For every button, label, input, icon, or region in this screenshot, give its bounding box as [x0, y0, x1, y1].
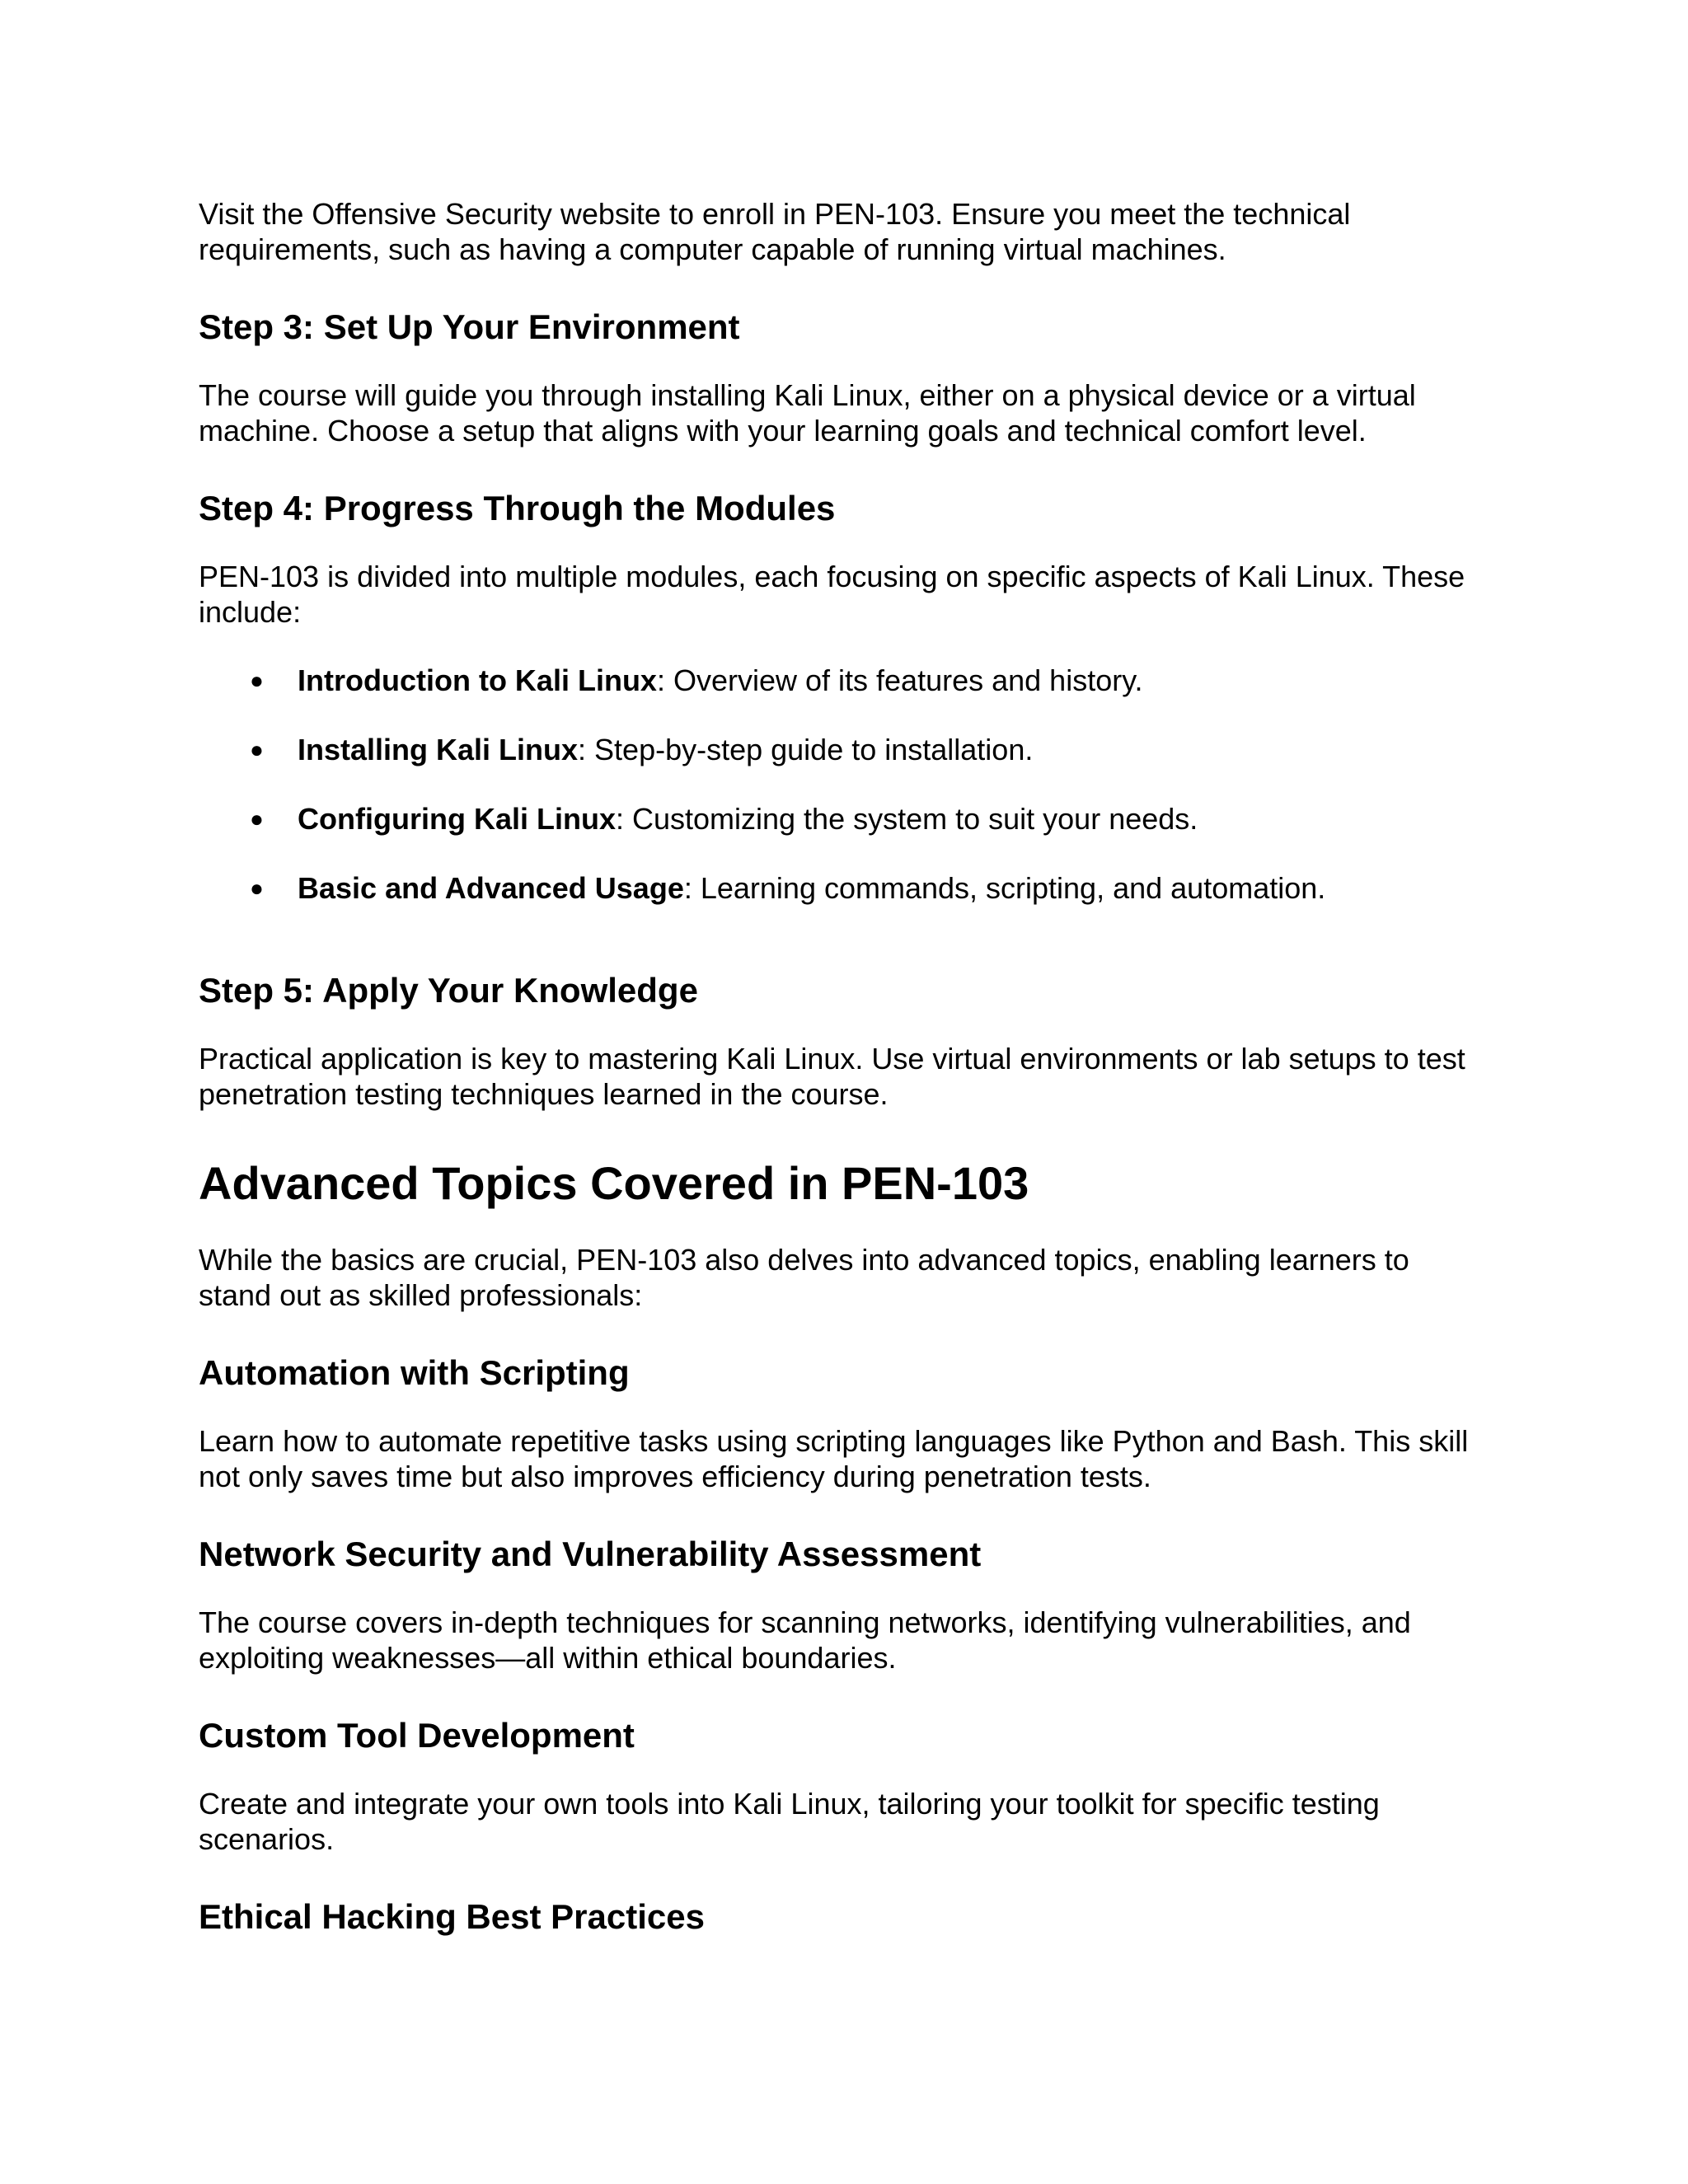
list-item	[199, 870, 1484, 906]
bullet-icon: ●	[250, 737, 264, 762]
intro-paragraph: Visit the Offensive Security website to enroll in PEN-103. Ensure you meet the technical requirements, such as having a computer capable of running virtual machines.	[199, 197, 1351, 266]
list-item-desc: : Customizing the system to suit your needs.	[615, 802, 1198, 836]
list-item	[199, 663, 1484, 698]
modules-list	[199, 663, 1484, 906]
advanced-topics-paragraph: While the basics are crucial, PEN-103 also delves into advanced topics, enabling learners to stand out as skilled professionals:	[199, 1243, 1409, 1312]
step5-heading: Step 5: Apply Your Knowledge	[199, 971, 698, 1010]
list-item-desc: : Step-by-step guide to installation.	[578, 733, 1034, 766]
step4-heading: Step 4: Progress Through the Modules	[199, 489, 836, 527]
list-item-desc: : Learning commands, scripting, and automation.	[683, 871, 1326, 905]
automation-heading: Automation with Scripting	[199, 1353, 630, 1392]
automation-paragraph: Learn how to automate repetitive tasks using scripting languages like Python and Bash. This skill not only saves time but also improves efficiency during penetration tests.	[199, 1424, 1469, 1493]
step3-paragraph: The course will guide you through installing Kali Linux, either on a physical device or a virtual machine. Choose a setup that aligns with your learning goals and technical comfort level.	[199, 378, 1416, 448]
list-item	[199, 732, 1484, 767]
custom-tools-heading: Custom Tool Development	[199, 1716, 635, 1755]
list-item-term: Installing Kali Linux	[298, 733, 579, 766]
bullet-icon: ●	[250, 668, 264, 693]
document-page	[199, 196, 1484, 1938]
step3-heading: Step 3: Set Up Your Environment	[199, 307, 740, 346]
list-item-term: Introduction to Kali Linux	[298, 663, 657, 697]
network-heading: Network Security and Vulnerability Assessment	[199, 1535, 982, 1573]
list-item-term: Configuring Kali Linux	[298, 802, 616, 836]
advanced-topics-heading: Advanced Topics Covered in PEN-103	[199, 1157, 1029, 1209]
ethical-hacking-heading: Ethical Hacking Best Practices	[199, 1897, 705, 1936]
bullet-icon: ●	[250, 875, 264, 901]
step4-paragraph: PEN-103 is divided into multiple modules, each focusing on specific aspects of Kali Linux. These include:	[199, 560, 1465, 629]
list-item-desc: : Overview of its features and history.	[656, 663, 1143, 697]
bullet-icon: ●	[250, 806, 264, 832]
custom-tools-paragraph: Create and integrate your own tools into Kali Linux, tailoring your toolkit for specific testing scenarios.	[199, 1787, 1380, 1856]
step5-paragraph: Practical application is key to mastering Kali Linux. Use virtual environments or lab setups to test penetration testing techniques learned in the course.	[199, 1042, 1465, 1111]
list-item-term: Basic and Advanced Usage	[298, 871, 684, 905]
list-item	[199, 801, 1484, 837]
network-paragraph: The course covers in-depth techniques for scanning networks, identifying vulnerabilities, and exploiting weaknesses—all within ethical boundaries.	[199, 1605, 1411, 1675]
